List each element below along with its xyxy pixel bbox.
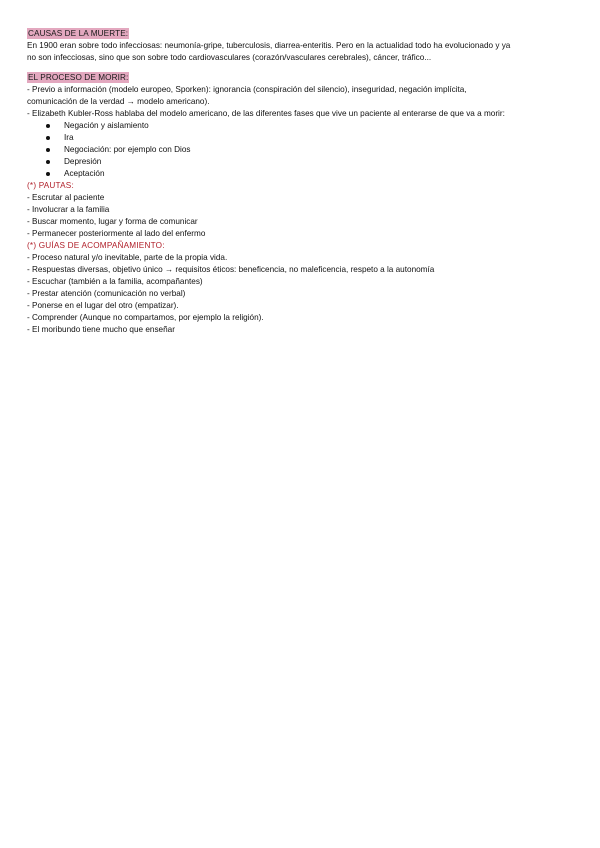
phase-item: Aceptación [27, 168, 575, 180]
guias-item: - Proceso natural y/o inevitable, parte de la propia vida. [27, 253, 228, 262]
section-pautas [27, 180, 575, 240]
pautas-item: - Escrutar al paciente [27, 193, 105, 202]
phases-list [27, 120, 575, 180]
guias-item: - Comprender (Aunque no compartamos, por ejemplo la religión). [27, 313, 264, 322]
pautas-item: - Buscar momento, lugar y forma de comunicar [27, 217, 198, 226]
proceso-item-2: - Elizabeth Kubler-Ross hablaba del modelo americano, de las diferentes fases que vive un paciente al enterarse de que va a morir: [27, 109, 505, 118]
heading-causas-de-la-muerte: CAUSAS DE LA MUERTE: [28, 29, 129, 38]
proceso-item-1-line-1: - Previo a información (modelo europeo, Sporken): ignorancia (conspiración del silencio), inseguridad, negación implícita, [27, 85, 467, 94]
heading-guias-de-acompanamiento: (*) GUÍAS DE ACOMPAÑAMIENTO: [27, 241, 165, 250]
guias-item: - Respuestas diversas, objetivo único → requisitos éticos: beneficencia, no maleficencia, respeto a la autonomía [27, 265, 435, 274]
section-causas [27, 28, 575, 64]
heading-el-proceso-de-morir: EL PROCESO DE MORIR: [28, 73, 129, 82]
causas-paragraph [27, 40, 575, 64]
phase-item: Depresión [27, 156, 575, 168]
proceso-item-1 [27, 84, 575, 108]
phase-item: Ira [27, 132, 575, 144]
causas-paragraph-line-1: En 1900 eran sobre todo infecciosas: neumonía-gripe, tuberculosis, diarrea-enteritis. Pero en la actualidad todo ha evolucionado y ya [27, 41, 511, 50]
phase-item: Negociación: por ejemplo con Dios [27, 144, 575, 156]
spacer [27, 64, 575, 72]
guias-item: - Escuchar (también a la familia, acompañantes) [27, 277, 203, 286]
proceso-item-1-line-2: comunicación de la verdad → modelo americano). [27, 97, 210, 106]
guias-item: - Prestar atención (comunicación no verbal) [27, 289, 186, 298]
heading-pautas: (*) PAUTAS: [27, 181, 74, 190]
guias-item: - Ponerse en el lugar del otro (empatizar). [27, 301, 179, 310]
pautas-item: - Involucrar a la familia [27, 205, 110, 214]
phase-item: Negación y aislamiento [27, 120, 575, 132]
document-page [27, 28, 575, 336]
section-guias [27, 240, 575, 336]
pautas-item: - Permanecer posteriormente al lado del enfermo [27, 229, 206, 238]
guias-item: - El moribundo tiene mucho que enseñar [27, 325, 175, 334]
causas-paragraph-line-2: no son infecciosas, sino que son sobre todo cardiovasculares (corazón/vasculares cerebrales), cáncer, tráfico... [27, 53, 432, 62]
section-proceso-de-morir [27, 72, 575, 180]
